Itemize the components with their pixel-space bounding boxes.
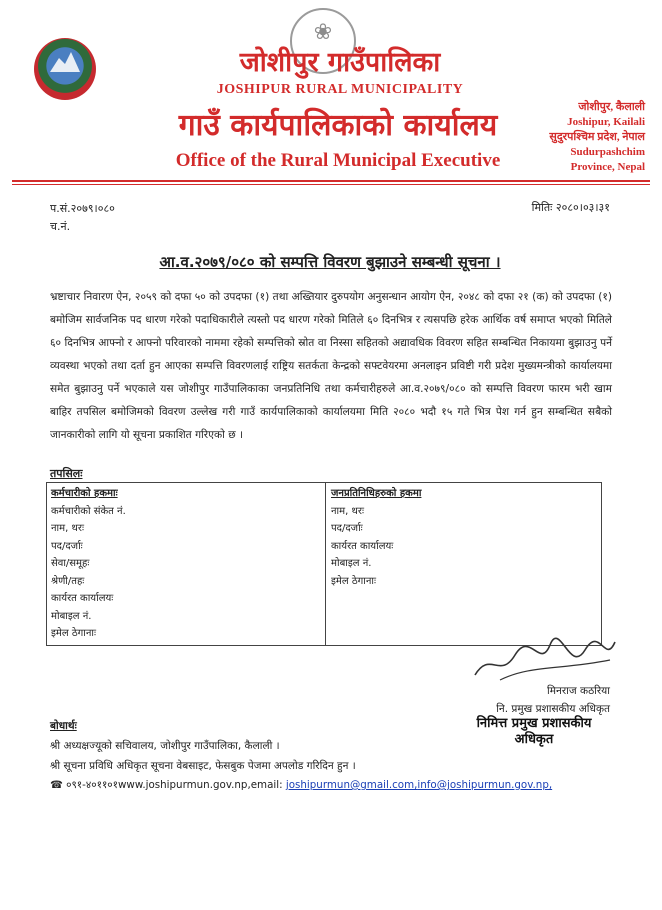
notice-body: भ्रष्टाचार निवारण ऐन, २०५९ को दफा ५० को उपदफा (१) तथा अख्तियार दुरुपयोग अनुसन्धान आयोग ऐन, २०४८ को दफा २१ (क) को उपदफा (१) बमोजिम सार्वजनिक पद धारण गरेको पदाधिकारीले त्यस्तो पद धारण गरेको मितिले ६० दिनभित्र र त्यसपछि हरेक आर्थिक वर्ष समाप्त भएको मितिले ६० दिनभित्र आफ्नो र आफ्नो परिवारको नाममा रहेको सम्पत्तिको स्रोत वा निस्सा सहितको अद्यावधिक विवरण सहित सम्बन्धित निकायमा बुझाउनु पर्ने व्यवस्था भएको तथा दर्ता हुन आएका सम्पत्ति विवरणलाई राष्ट्रिय सतर्कता केन्द्रको सफ्टवेयरमा अनलाइन प्रविष्टी गरी प्रदेश मुख्यमन्त्रीको कार्यालयमा समेत बुझाउनु पर्ने भएकाले यस जोशीपुर गाउँपालिकाका जनप्रतिनिधि तथा कर्मचारीहरुले आ.व.२०७९/०८० को सम्पत्ति विवरण फारम भरी खाम बाहिर तपसिल बमोजिमको विवरण उल्लेख गरी गाउँ कार्यपालिकाको कार्यालयमा मिति २०८० भदौ १५ गते भित्र पेश गर्न हुन सम्बन्धित सबैको जानकारीको लागि यो सूचना प्रकाशित गरिएको छ । <box>50 291 612 441</box>
contact-footer <box>50 778 650 792</box>
list-item: पद/दर्जाः <box>51 540 83 552</box>
municipality-logo-icon: ❀ <box>290 8 356 74</box>
notice-date: मितिः २०८०।०३।३१ <box>531 201 610 214</box>
copy-to-block <box>50 716 440 776</box>
office-address <box>505 100 645 175</box>
list-item: कार्यरत कार्यालयः <box>51 593 114 604</box>
signatory-name: मिनराज कठरिया <box>547 685 610 697</box>
dispatch-number: च.नं. <box>50 220 71 233</box>
address-line: सुदुरपश्चिम प्रदेश, नेपाल <box>549 131 645 143</box>
list-item: श्री अध्यक्षज्यूको सचिवालय, जोशीपुर गाउँपालिका, कैलाली । <box>50 740 280 752</box>
email-link[interactable]: info@joshipurmun.gov.np, <box>417 779 553 791</box>
reference-block <box>50 200 115 236</box>
address-line: जोशीपुर, कैलाली <box>578 101 645 113</box>
representative-column <box>331 485 599 590</box>
header-divider <box>12 180 650 182</box>
stamp-line: निमित्त प्रमुख प्रशासकीय <box>476 716 592 731</box>
municipality-title-np: जोशीपुर गाउँपालिका <box>239 47 441 78</box>
official-stamp <box>446 716 622 748</box>
list-item: इमेल ठेगानाः <box>331 575 377 587</box>
reference-number: प.सं.२०७९।०८० <box>50 202 115 215</box>
list-item: नाम, थरः <box>331 505 364 517</box>
employee-heading: कर्मचारीको हकमाः <box>51 488 118 499</box>
details-heading: तपसिलः <box>50 467 83 480</box>
list-item: श्री सूचना प्रविधि अधिकृत सूचना वेबसाइट, फेसबुक पेजमा अपलोड गरिदिन हुन । <box>50 760 356 772</box>
address-line: Province, Nepal <box>570 161 645 173</box>
employee-column <box>51 485 321 643</box>
address-line: Sudurpashchim <box>570 146 645 158</box>
list-item: कार्यरत कार्यालयः <box>331 540 394 552</box>
address-line: Joshipur, Kailali <box>567 116 645 128</box>
list-item: मोबाइल नं. <box>331 558 372 569</box>
municipality-title-en: JOSHIPUR RURAL MUNICIPALITY <box>216 82 464 97</box>
list-item: नाम, थरः <box>51 523 84 534</box>
list-item: पद/दर्जाः <box>331 523 363 534</box>
representative-heading: जनप्रतिनिधिहरुको हकमा <box>331 488 422 499</box>
list-item: इमेल ठेगानाः <box>51 628 97 639</box>
stamp-line: अधिकृत <box>514 732 554 747</box>
header-divider-thin <box>12 184 650 185</box>
office-title-en: Office of the Rural Municipal Executive <box>175 150 501 171</box>
copy-to-heading: बोधार्थः <box>50 720 77 732</box>
list-item: सेवा/समूहः <box>51 558 90 569</box>
email-link[interactable]: joshipurmun@gmail.com, <box>285 779 418 791</box>
list-item: श्रेणी/तहः <box>51 575 85 587</box>
office-title-np: गाउँ कार्यपालिकाको कार्यालय <box>178 108 498 143</box>
signature-icon <box>470 630 620 688</box>
list-item: कर्मचारीको संकेत नं. <box>51 505 126 517</box>
phone-web-text: ☎ ०९१-४०११०१www.joshipurmun.gov.np,email: <box>50 779 286 791</box>
nepal-emblem-icon <box>34 38 96 100</box>
details-table <box>46 482 602 646</box>
list-item: मोबाइल नं. <box>51 610 92 622</box>
signatory-title: नि. प्रमुख प्रशासकीय अधिकृत <box>496 703 610 715</box>
signatory <box>440 682 610 718</box>
notice-subject: आ.व.२०७९/०८० को सम्पत्ति विवरण बुझाउने सम्बन्धी सूचना । <box>159 253 501 271</box>
table-divider <box>325 483 326 645</box>
